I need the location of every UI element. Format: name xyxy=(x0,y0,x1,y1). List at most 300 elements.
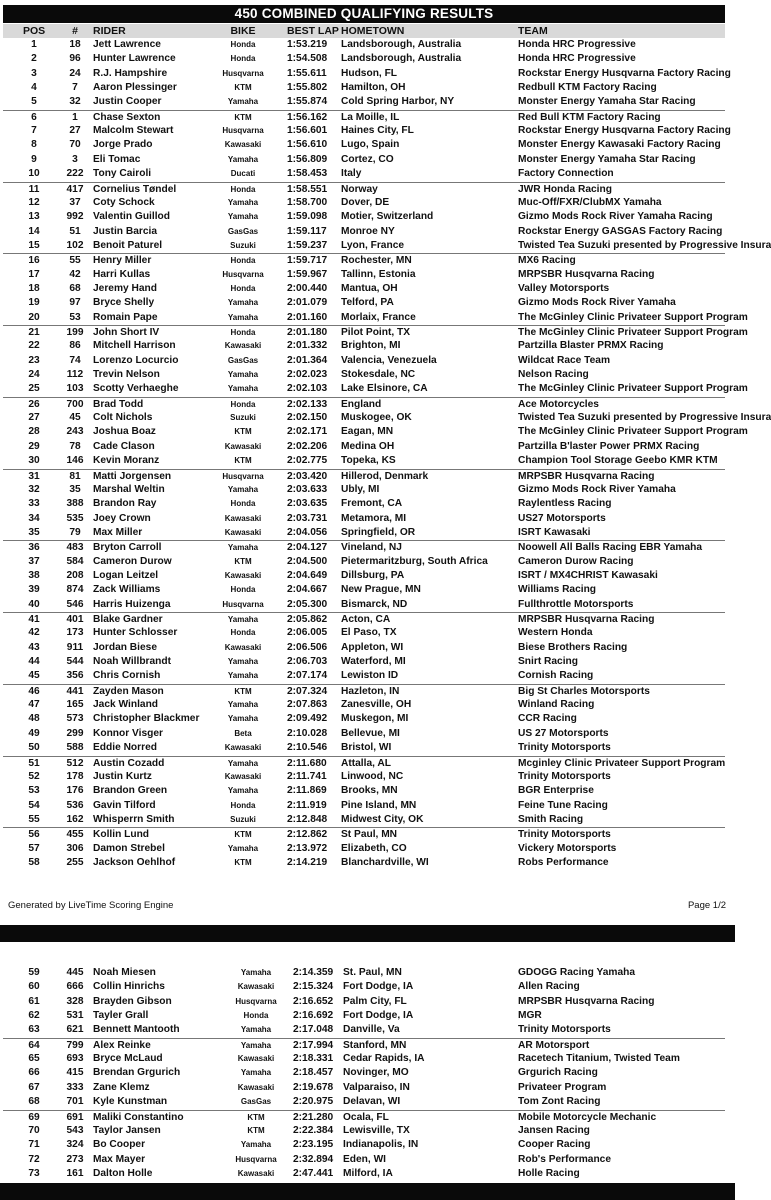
cell-pos: 21 xyxy=(28,327,40,338)
cell-hometown: Monroe NY xyxy=(341,225,395,237)
cell-rider: Eddie Norred xyxy=(93,742,157,754)
cell-number: 531 xyxy=(66,1010,84,1022)
cell-pos: 65 xyxy=(28,1053,40,1065)
cell-number: 3 xyxy=(72,153,78,165)
cell-best-lap: 2:04.056 xyxy=(287,526,328,538)
cell-bike: Yamaha xyxy=(227,615,259,624)
cell-rider: Blake Gardner xyxy=(93,614,163,625)
cell-best-lap: 1:55.874 xyxy=(287,96,328,108)
cell-bike: Yamaha xyxy=(240,1068,272,1078)
cell-hometown: Pine Island, MN xyxy=(341,799,417,811)
cell-bike: Kawasaki xyxy=(224,642,262,652)
cell-pos: 70 xyxy=(28,1124,40,1136)
cell-pos: 13 xyxy=(28,211,40,223)
cell-pos: 53 xyxy=(28,785,40,797)
table-row xyxy=(3,540,725,555)
header-best-lap: BEST LAP xyxy=(287,25,339,37)
cell-team: Trinity Motorsports xyxy=(518,770,611,782)
table-row xyxy=(3,856,725,870)
cell-best-lap: 2:02.775 xyxy=(287,455,328,467)
cell-bike: KTM xyxy=(234,456,252,466)
table-row xyxy=(3,296,725,310)
cell-hometown: England xyxy=(341,398,382,410)
cell-bike: Kawasaki xyxy=(224,513,262,523)
cell-rider: Zack Williams xyxy=(93,584,161,596)
cell-pos: 57 xyxy=(28,842,40,854)
cell-pos: 17 xyxy=(28,268,40,280)
cell-best-lap: 2:12.862 xyxy=(287,829,328,841)
table-row xyxy=(3,339,725,353)
cell-rider: Logan Leitzel xyxy=(93,569,159,581)
cell-best-lap: 1:59.717 xyxy=(287,255,328,267)
cell-team: Monster Energy Yamaha Star Racing xyxy=(518,96,696,108)
cell-rider: Malcolm Stewart xyxy=(93,125,174,137)
cell-bike: Yamaha xyxy=(227,657,259,667)
cell-pos: 26 xyxy=(28,398,40,410)
cell-best-lap: 2:02.171 xyxy=(287,426,328,438)
cell-best-lap: 2:13.972 xyxy=(287,842,328,854)
cell-number: 18 xyxy=(69,39,81,50)
cell-best-lap: 2:14.219 xyxy=(287,856,328,868)
cell-pos: 71 xyxy=(28,1139,40,1151)
cell-best-lap: 2:03.635 xyxy=(287,498,328,510)
cell-team: Monster Energy Kawasaki Factory Racing xyxy=(518,139,721,151)
cell-hometown: Bellevue, MI xyxy=(341,727,400,739)
cell-hometown: Lewiston ID xyxy=(341,670,399,682)
cell-best-lap: 1:54.508 xyxy=(287,53,328,65)
cell-rider: Jeremy Hand xyxy=(93,282,157,294)
cell-number: 81 xyxy=(69,470,81,482)
cell-rider: Jackson Oehlhof xyxy=(93,856,176,868)
cell-pos: 29 xyxy=(28,440,40,452)
cell-pos: 18 xyxy=(28,282,40,294)
cell-best-lap: 2:21.280 xyxy=(293,1111,334,1123)
cell-hometown: Zanesville, OH xyxy=(341,699,412,711)
cell-pos: 15 xyxy=(28,239,40,251)
cell-pos: 60 xyxy=(28,981,40,993)
cell-best-lap: 2:04.649 xyxy=(287,569,328,581)
table-row xyxy=(3,397,725,412)
table-row xyxy=(3,756,725,771)
cell-bike: Kawasaki xyxy=(224,441,262,451)
cell-hometown: Blanchardville, WI xyxy=(341,856,429,868)
cell-hometown: Milford, IA xyxy=(343,1167,393,1179)
table-row xyxy=(3,698,725,712)
cell-rider: Coty Schock xyxy=(93,196,155,208)
cell-number: 799 xyxy=(66,1039,84,1051)
cell-hometown: Appleton, WI xyxy=(341,641,404,653)
cell-best-lap: 1:59.967 xyxy=(287,268,328,280)
page-divider xyxy=(0,925,735,942)
cell-team: US27 Motorsports xyxy=(518,512,606,524)
cell-hometown: Bismarck, ND xyxy=(341,598,408,610)
table-row xyxy=(3,253,725,268)
cell-bike: Yamaha xyxy=(240,1025,272,1035)
cell-best-lap: 1:58.453 xyxy=(287,168,328,180)
cell-pos: 5 xyxy=(31,96,37,108)
cell-bike: Yamaha xyxy=(227,97,259,107)
cell-bike: Yamaha xyxy=(227,543,259,553)
table-row xyxy=(3,669,725,683)
table-row xyxy=(3,368,725,382)
cell-bike: Honda xyxy=(230,54,256,64)
cell-pos: 11 xyxy=(28,183,40,195)
cell-best-lap: 1:59.117 xyxy=(287,225,327,237)
cell-pos: 12 xyxy=(28,196,40,208)
cell-rider: Brendan Grgurich xyxy=(93,1067,181,1079)
cell-team: Trinity Motorsports xyxy=(518,1024,611,1036)
table-row xyxy=(3,1153,725,1167)
cell-hometown: Haines City, FL xyxy=(341,125,414,137)
cell-rider: Aaron Plessinger xyxy=(93,82,177,94)
cell-team: Rockstar Energy Husqvarna Factory Racing xyxy=(518,125,731,137)
cell-best-lap: 2:03.731 xyxy=(287,512,328,524)
table-row xyxy=(3,440,725,454)
cell-number: 45 xyxy=(69,412,81,424)
cell-hometown: Stanford, MN xyxy=(343,1039,407,1051)
cell-team: MGR xyxy=(518,1010,542,1022)
cell-bike: KTM xyxy=(234,857,252,867)
cell-team: Mcginley Clinic Privateer Support Program xyxy=(518,757,726,769)
cell-pos: 25 xyxy=(28,383,40,395)
cell-rider: Dalton Holle xyxy=(93,1167,153,1179)
table-row xyxy=(3,995,725,1009)
table-row xyxy=(3,425,748,439)
cell-bike: Honda xyxy=(230,585,256,595)
cell-best-lap: 2:01.180 xyxy=(287,327,328,338)
cell-best-lap: 2:11.869 xyxy=(287,785,327,797)
table-row xyxy=(3,325,748,340)
cell-hometown: Tallinn, Estonia xyxy=(341,268,416,280)
cell-number: 178 xyxy=(66,770,84,782)
cell-pos: 2 xyxy=(31,53,37,65)
cell-rider: Joey Crown xyxy=(93,512,151,524)
cell-bike: Yamaha xyxy=(227,714,259,724)
cell-team: The McGinley Clinic Privateer Support Program xyxy=(518,426,748,438)
cell-team: ISRT Kawasaki xyxy=(518,526,591,538)
cell-team: Valley Motorsports xyxy=(518,282,610,294)
cell-number: 666 xyxy=(66,981,84,993)
cell-rider: Kyle Kunstman xyxy=(93,1096,168,1108)
cell-pos: 48 xyxy=(28,713,40,725)
table-row xyxy=(3,813,725,827)
cell-best-lap: 2:47.441 xyxy=(293,1167,334,1179)
cell-bike: Suzuki xyxy=(230,240,256,250)
cell-best-lap: 1:59.098 xyxy=(287,211,328,223)
cell-bike: Kawasaki xyxy=(224,570,262,580)
cell-team: Trinity Motorsports xyxy=(518,829,611,841)
cell-bike: Yamaha xyxy=(240,1140,272,1150)
cell-rider: Chase Sexton xyxy=(93,111,161,123)
cell-hometown: Palm City, FL xyxy=(343,995,407,1007)
cell-team: Rockstar Energy Husqvarna Factory Racing xyxy=(518,67,731,79)
cell-rider: John Short IV xyxy=(93,327,160,338)
cell-hometown: Cortez, CO xyxy=(341,153,394,165)
cell-bike: Kawasaki xyxy=(237,1082,275,1092)
cell-team: ISRT / MX4CHRIST Kawasaki xyxy=(518,569,658,581)
cell-bike: Yamaha xyxy=(227,197,259,207)
cell-hometown: Muskegon, MI xyxy=(341,713,409,725)
cell-bike: Beta xyxy=(234,728,252,738)
cell-pos: 36 xyxy=(28,542,40,554)
cell-team: Gizmo Mods Rock River Yamaha xyxy=(518,483,676,495)
cell-number: 536 xyxy=(66,799,84,811)
table-row xyxy=(3,411,771,425)
cell-number: 199 xyxy=(66,327,84,338)
cell-team: Mobile Motorcycle Mechanic xyxy=(518,1111,657,1123)
cell-team: Cornish Racing xyxy=(518,670,594,682)
cell-number: 306 xyxy=(66,842,84,854)
cell-rider: Harris Huizenga xyxy=(93,598,171,610)
cell-hometown: Lake Elsinore, CA xyxy=(341,383,428,395)
cell-team: MX6 Racing xyxy=(518,255,576,267)
cell-rider: Bryce McLaud xyxy=(93,1053,163,1065)
cell-rider: Damon Strebel xyxy=(93,842,165,854)
cell-rider: Zane Klemz xyxy=(93,1081,150,1093)
cell-pos: 8 xyxy=(31,139,37,151)
header-rider: RIDER xyxy=(93,25,126,37)
cell-number: 32 xyxy=(69,96,81,108)
cell-bike: Yamaha xyxy=(240,1040,272,1050)
cell-best-lap: 2:10.546 xyxy=(287,742,328,754)
cell-number: 701 xyxy=(66,1096,84,1108)
cell-bike: Kawasaki xyxy=(224,527,262,537)
cell-best-lap: 2:02.023 xyxy=(287,369,328,381)
cell-hometown: Medina OH xyxy=(341,440,395,452)
cell-best-lap: 1:56.162 xyxy=(287,111,328,123)
cell-number: 103 xyxy=(66,383,84,395)
cell-number: 401 xyxy=(66,614,84,625)
cell-best-lap: 2:05.862 xyxy=(287,614,328,625)
generated-by-label: Generated by LiveTime Scoring Engine xyxy=(8,900,174,911)
table-row xyxy=(3,1081,725,1095)
table-row xyxy=(3,268,725,282)
cell-team: Gizmo Mods Rock River Yamaha xyxy=(518,297,676,309)
cell-rider: Jett Lawrence xyxy=(93,39,161,50)
cell-best-lap: 2:20.975 xyxy=(293,1096,334,1108)
cell-hometown: Lugo, Spain xyxy=(341,139,400,151)
cell-best-lap: 2:04.667 xyxy=(287,584,328,596)
cell-number: 27 xyxy=(69,125,81,137)
header-bike: BIKE xyxy=(230,25,256,37)
table-row xyxy=(3,67,731,81)
cell-best-lap: 2:06.506 xyxy=(287,641,328,653)
table-row xyxy=(3,153,725,167)
cell-rider: Marshal Weltin xyxy=(93,483,165,495)
cell-number: 162 xyxy=(66,813,84,825)
cell-number: 86 xyxy=(69,340,81,352)
cell-team: Monster Energy Yamaha Star Racing xyxy=(518,153,696,165)
table-header xyxy=(3,24,725,38)
cell-bike: KTM xyxy=(234,112,252,122)
cell-number: 535 xyxy=(66,512,84,524)
cell-hometown: Dover, DE xyxy=(341,196,390,208)
cell-pos: 32 xyxy=(28,483,40,495)
table-row xyxy=(3,311,748,325)
cell-best-lap: 2:02.150 xyxy=(287,412,328,424)
cell-best-lap: 2:19.678 xyxy=(293,1081,334,1093)
cell-number: 70 xyxy=(69,139,81,151)
cell-best-lap: 1:58.551 xyxy=(287,183,328,195)
cell-team: Twisted Tea Suzuki presented by Progressive Insura xyxy=(518,412,771,424)
cell-rider: Mitchell Harrison xyxy=(93,340,176,352)
cell-hometown: Novinger, MO xyxy=(343,1067,409,1079)
header-hometown: HOMETOWN xyxy=(341,25,405,37)
cell-pos: 10 xyxy=(28,168,40,180)
table-row xyxy=(3,38,725,52)
cell-bike: Honda xyxy=(230,628,256,638)
cell-rider: Romain Pape xyxy=(93,311,158,323)
cell-rider: Max Mayer xyxy=(93,1153,146,1165)
cell-bike: Yamaha xyxy=(227,700,259,710)
cell-bike: Honda xyxy=(243,1011,269,1021)
cell-number: 693 xyxy=(66,1053,84,1065)
cell-best-lap: 2:05.300 xyxy=(287,598,328,610)
cell-rider: Justin Cooper xyxy=(93,96,162,108)
table-row xyxy=(3,966,725,980)
cell-bike: Honda xyxy=(230,399,256,409)
cell-number: 874 xyxy=(66,584,84,596)
cell-best-lap: 2:14.359 xyxy=(293,967,334,978)
table-row xyxy=(3,1052,725,1066)
cell-hometown: Midwest City, OK xyxy=(341,813,424,825)
cell-number: 161 xyxy=(66,1167,84,1179)
cell-bike: KTM xyxy=(234,556,252,566)
cell-pos: 7 xyxy=(31,125,37,137)
cell-pos: 20 xyxy=(28,311,40,323)
cell-rider: Brayden Gibson xyxy=(93,995,172,1007)
cell-pos: 19 xyxy=(28,297,40,309)
cell-rider: Konnor Visger xyxy=(93,727,164,739)
table-row xyxy=(3,512,725,526)
cell-best-lap: 2:18.331 xyxy=(293,1053,334,1065)
table-row xyxy=(3,569,725,583)
table-row xyxy=(3,583,725,597)
table-row xyxy=(3,138,725,152)
cell-rider: Bryce Shelly xyxy=(93,297,155,309)
cell-best-lap: 2:01.079 xyxy=(287,297,328,309)
cell-bike: Kawasaki xyxy=(237,982,275,992)
cell-team: Factory Connection xyxy=(518,168,614,180)
cell-hometown: Brooks, MN xyxy=(341,785,398,797)
cell-team: Trinity Motorsports xyxy=(518,742,611,754)
cell-team: Robs Performance xyxy=(518,856,609,868)
cell-pos: 38 xyxy=(28,569,40,581)
cell-best-lap: 1:55.802 xyxy=(287,82,328,94)
cell-bike: Kawasaki xyxy=(224,140,262,150)
header-pos: POS xyxy=(23,25,46,37)
cell-best-lap: 2:12.848 xyxy=(287,813,328,825)
cell-number: 173 xyxy=(66,627,84,639)
cell-hometown: Fort Dodge, IA xyxy=(343,981,414,993)
cell-bike: KTM xyxy=(234,427,252,437)
cell-best-lap: 2:15.324 xyxy=(293,981,334,993)
cell-best-lap: 1:56.601 xyxy=(287,125,328,137)
table-row xyxy=(3,684,725,699)
cell-bike: Honda xyxy=(230,184,256,194)
cell-bike: Ducati xyxy=(230,169,256,179)
cell-number: 102 xyxy=(66,239,84,251)
table-row xyxy=(3,354,725,368)
cell-team: Big St Charles Motorsports xyxy=(518,685,650,697)
cell-pos: 63 xyxy=(28,1024,40,1036)
cell-bike: Yamaha xyxy=(227,384,259,394)
cell-number: 24 xyxy=(69,67,81,79)
table-row xyxy=(3,712,725,726)
cell-best-lap: 2:16.692 xyxy=(293,1010,334,1022)
cell-best-lap: 2:07.863 xyxy=(287,699,328,711)
cell-bike: Husqvarna xyxy=(222,471,264,481)
header-team: TEAM xyxy=(518,25,548,37)
cell-team: Biese Brothers Racing xyxy=(518,641,628,653)
cell-pos: 54 xyxy=(28,799,40,811)
cell-best-lap: 2:01.160 xyxy=(287,311,328,323)
table-row xyxy=(3,1009,725,1023)
cell-pos: 64 xyxy=(28,1039,40,1051)
cell-rider: Bennett Mantooth xyxy=(93,1024,180,1036)
cell-number: 222 xyxy=(66,168,84,180)
cell-best-lap: 2:17.994 xyxy=(293,1039,334,1051)
cell-bike: Honda xyxy=(230,283,256,293)
cell-number: 417 xyxy=(66,183,84,195)
cell-rider: Christopher Blackmer xyxy=(93,713,200,725)
cell-rider: Taylor Jansen xyxy=(93,1124,161,1136)
cell-hometown: Fremont, CA xyxy=(341,498,403,510)
cell-best-lap: 1:56.610 xyxy=(287,139,328,151)
table-row xyxy=(3,239,771,253)
cell-bike: Honda xyxy=(230,499,256,509)
cell-number: 74 xyxy=(69,354,81,366)
table-row xyxy=(3,827,725,842)
cell-best-lap: 2:04.127 xyxy=(287,542,328,554)
cell-best-lap: 2:22.384 xyxy=(293,1124,334,1136)
cell-best-lap: 1:59.237 xyxy=(287,239,328,251)
cell-best-lap: 2:11.680 xyxy=(287,757,327,769)
cell-team: Snirt Racing xyxy=(518,656,579,668)
cell-bike: Husqvarna xyxy=(222,68,264,78)
table-row xyxy=(3,167,725,181)
cell-number: 584 xyxy=(66,555,84,567)
cell-best-lap: 2:18.457 xyxy=(293,1067,334,1079)
cell-pos: 51 xyxy=(28,757,40,769)
cell-number: 255 xyxy=(66,856,84,868)
cell-rider: Chris Cornish xyxy=(93,670,161,682)
cell-best-lap: 1:55.611 xyxy=(287,67,327,79)
table-row xyxy=(3,52,725,66)
cell-best-lap: 2:16.652 xyxy=(293,995,334,1007)
cell-team: Champion Tool Storage Geebo KMR KTM xyxy=(518,455,718,467)
cell-best-lap: 2:02.133 xyxy=(287,398,328,410)
cell-number: 51 xyxy=(69,225,81,237)
cell-bike: Kawasaki xyxy=(237,1168,275,1178)
cell-rider: Brandon Green xyxy=(93,785,168,797)
table-row xyxy=(3,770,725,784)
cell-rider: Kollin Lund xyxy=(93,829,150,841)
cell-bike: GasGas xyxy=(240,1097,272,1107)
cell-hometown: Lyon, France xyxy=(341,239,405,251)
cell-hometown: Italy xyxy=(341,168,362,180)
cell-number: 691 xyxy=(66,1111,84,1123)
cell-pos: 59 xyxy=(28,967,40,978)
cell-team: Grgurich Racing xyxy=(518,1067,598,1079)
cell-pos: 50 xyxy=(28,742,40,754)
cell-best-lap: 2:11.919 xyxy=(287,799,327,811)
cell-bike: KTM xyxy=(247,1125,265,1135)
cell-bike: Yamaha xyxy=(227,312,259,322)
cell-team: Tom Zont Racing xyxy=(518,1096,601,1108)
cell-hometown: Delavan, WI xyxy=(343,1096,401,1108)
cell-bike: Suzuki xyxy=(230,413,256,423)
